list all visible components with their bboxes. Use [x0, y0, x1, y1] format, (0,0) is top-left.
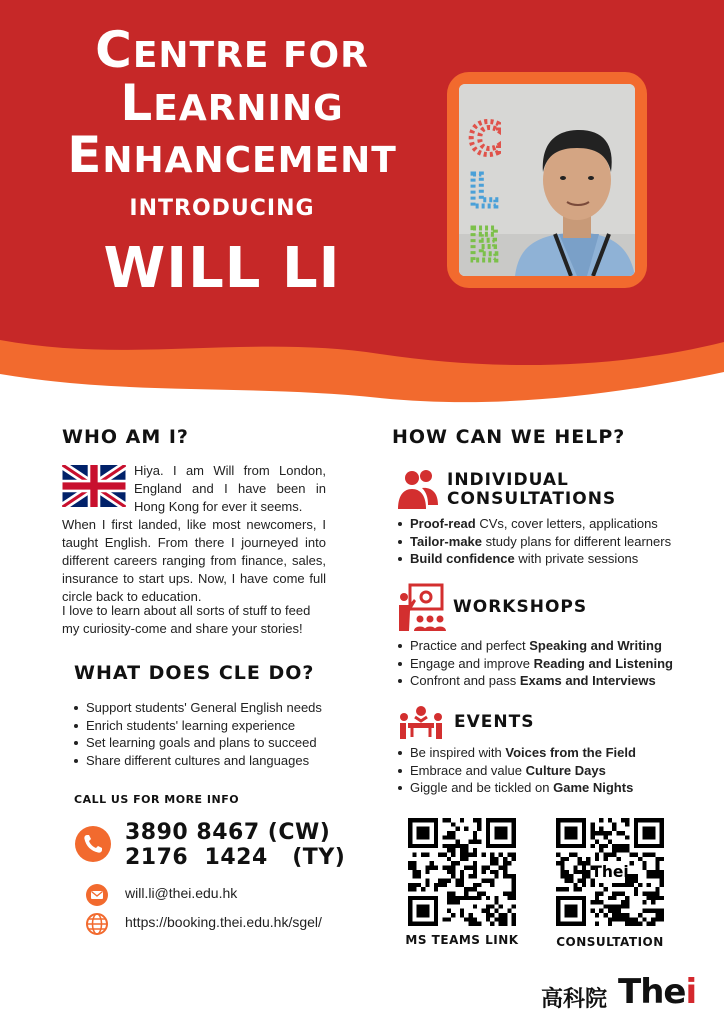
portrait-frame [447, 72, 647, 288]
header-banner [0, 0, 724, 420]
qr-center-logo: Thei [591, 862, 629, 881]
list-item: Engage and improve Reading and Listening [396, 655, 673, 673]
mail-icon [86, 884, 108, 906]
uk-flag-icon [62, 465, 126, 507]
introducing-label: INTRODUCING [129, 196, 315, 221]
list-item: Giggle and be tickled on Game Nights [396, 779, 636, 797]
brand-chinese-name: 高科院 [541, 987, 608, 1012]
workshops-title: WORKSHOPS [453, 597, 588, 617]
brand-logo: Thei [618, 972, 697, 1012]
phone-number-cw[interactable]: 3890 8467 (CW) [125, 820, 331, 845]
list-item: Build confidence with private sessions [396, 550, 671, 568]
consultations-title [447, 471, 616, 509]
portrait-photo [459, 84, 635, 276]
cle-list [72, 699, 322, 769]
consultation-icon [396, 467, 440, 511]
events-title: EVENTS [454, 712, 535, 732]
pin-letter-l: L [469, 166, 498, 217]
phone-icon [75, 826, 111, 862]
list-item: Embrace and value Culture Days [396, 762, 636, 780]
list-item: Set learning goals and plans to succeed [72, 734, 322, 752]
pin-letter-e: E [469, 220, 500, 271]
list-item: Enrich students' learning experience [72, 717, 322, 735]
list-item: Proof-read CVs, cover letters, applications [396, 515, 671, 533]
teams-qr-code[interactable] [408, 818, 516, 926]
consultations-title-line1: INDIVIDUAL [447, 470, 569, 490]
teams-qr-label: MS TEAMS LINK [405, 933, 519, 947]
about-closing: I love to learn about all sorts of stuff to feed my curiosity-come and share your stories! [62, 603, 311, 636]
list-item: Support students' General English needs [72, 699, 322, 717]
consultation-qr-code[interactable] [556, 818, 664, 926]
consultations-title-line2: CONSULTATIONS [447, 489, 617, 509]
booking-link[interactable]: https://booking.thei.edu.hk/sgel/ [125, 914, 322, 930]
list-item: Be inspired with Voices from the Field [396, 744, 636, 762]
cle-heading: WHAT DOES CLE DO? [74, 662, 315, 684]
pin-letter-c: C [469, 114, 502, 165]
email-link[interactable]: will.li@thei.edu.hk [125, 885, 238, 901]
events-icon [398, 705, 444, 739]
consultation-qr-label: CONSULTATION [556, 935, 664, 949]
list-item: Confront and pass Exams and Interviews [396, 672, 673, 690]
page-title: CENTRE FOR LEARNING ENHANCEMENT [67, 21, 397, 184]
workshop-icon [396, 583, 446, 633]
list-item: Tailor-make study plans for different learners [396, 533, 671, 551]
about-intro: Hiya. I am Will from London, England and I have been in Hong Kong for ever it seems. [134, 463, 326, 514]
presenter-name: WILL LI [103, 236, 341, 301]
call-label: CALL US FOR MORE INFO [74, 793, 240, 806]
globe-icon [86, 913, 108, 935]
list-item: Practice and perfect Speaking and Writing [396, 637, 673, 655]
about-body: When I first landed, like most newcomers, I taught English. From there I journeyed into different careers ranging from finance, sales, insurance to start ups. Now, I have come full circle back to education. [62, 517, 326, 604]
workshop-list [396, 637, 673, 690]
who-heading: WHO AM I? [62, 426, 189, 448]
consultation-list [396, 515, 671, 568]
events-list [396, 744, 636, 797]
list-item: Share different cultures and languages [72, 752, 322, 770]
phone-number-ty[interactable]: 2176 1424 (TY) [125, 845, 346, 870]
help-heading: HOW CAN WE HELP? [392, 426, 626, 448]
